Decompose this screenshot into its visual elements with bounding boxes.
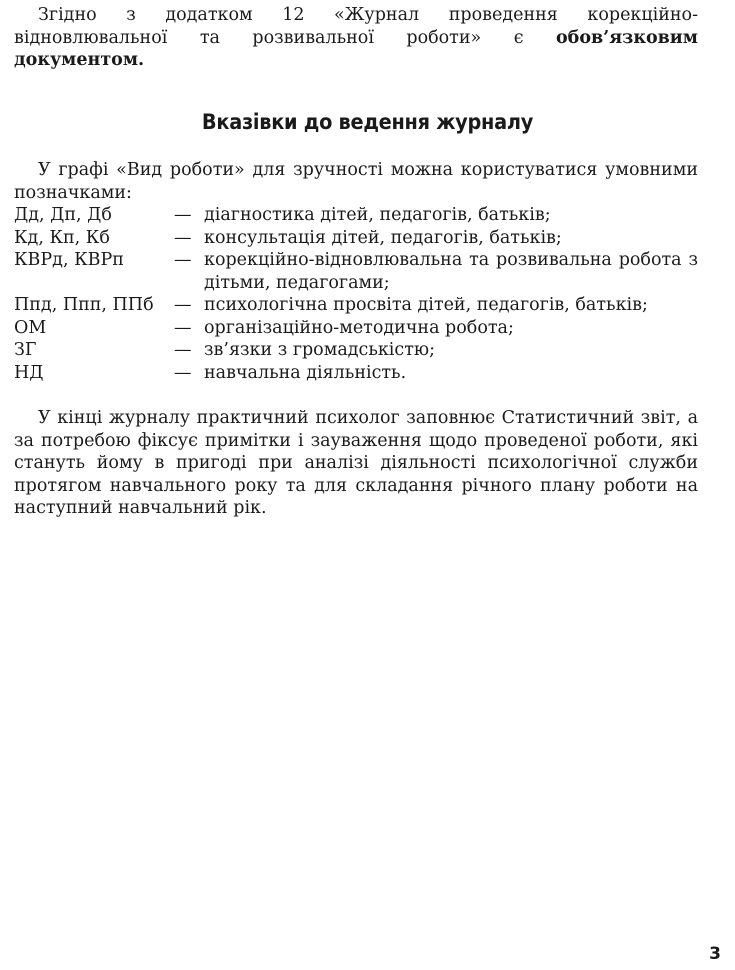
legend-list	[14, 204, 698, 384]
legend-code: Кд, Кп, Кб	[14, 227, 110, 248]
closing-text: У кінці журналу практичний психолог заповнює Статистичний звіт, а за потребою фіксує примітки і зауваження щодо проведеної роботи, які стануть йому в пригоді при аналізі діяльності психологічної служби протягом навчального року та для складання річного плану роботи на наступний навчальний рік.	[14, 408, 698, 518]
legend-dash: —	[174, 362, 192, 383]
intro-paragraph	[14, 4, 698, 72]
legend-description: консультація дітей, педагогів, батьків;	[204, 227, 562, 248]
legend-code: Дд, Дп, Дб	[14, 205, 112, 225]
legend-dash: —	[174, 340, 192, 360]
legend-dash: —	[174, 250, 192, 270]
legend-row	[14, 362, 698, 385]
intro-bold-text: обов’язковим документом.	[14, 27, 698, 70]
legend-dash: —	[174, 295, 192, 315]
legend-description: навчальна діяльність.	[204, 362, 407, 383]
legend-description: психологічна просвіта дітей, педагогів, батьків;	[204, 295, 648, 315]
legend-description: зв’язки з громадськістю;	[204, 340, 436, 360]
closing-paragraph	[14, 407, 698, 520]
legend-description: організаційно-методична робота;	[204, 317, 514, 338]
legend-description: діагностика дітей, педагогів, батьків;	[204, 205, 551, 225]
legend-code: Ппд, Ппп, ППб	[14, 295, 154, 315]
legend-row	[14, 204, 698, 227]
lead-text: У графі «Вид роботи» для зручності можна користуватися умовними позначками:	[14, 160, 698, 203]
intro-text: Згідно з додатком 12 «Журнал проведення корекційно-відновлювальної та розвивальної роботи» є	[14, 5, 698, 48]
legend-dash: —	[174, 317, 192, 338]
page-number: 3	[709, 944, 721, 964]
legend-description: корекційно-відновлювальна та розвивальна робота з дітьми, педагогами;	[204, 250, 698, 293]
legend-code: ЗГ	[14, 340, 37, 360]
legend-dash: —	[174, 227, 192, 248]
legend-row	[14, 249, 698, 294]
legend-row	[14, 317, 698, 340]
lead-paragraph	[14, 159, 698, 204]
legend-row	[14, 294, 698, 317]
legend-row	[14, 339, 698, 362]
legend-dash: —	[174, 205, 192, 225]
legend-row	[14, 227, 698, 250]
legend-code: НД	[14, 362, 44, 383]
legend-code: ОМ	[14, 317, 47, 338]
section-heading: Вказівки до ведення журналу	[201, 110, 534, 134]
legend-code: КВРд, КВРп	[14, 250, 124, 270]
